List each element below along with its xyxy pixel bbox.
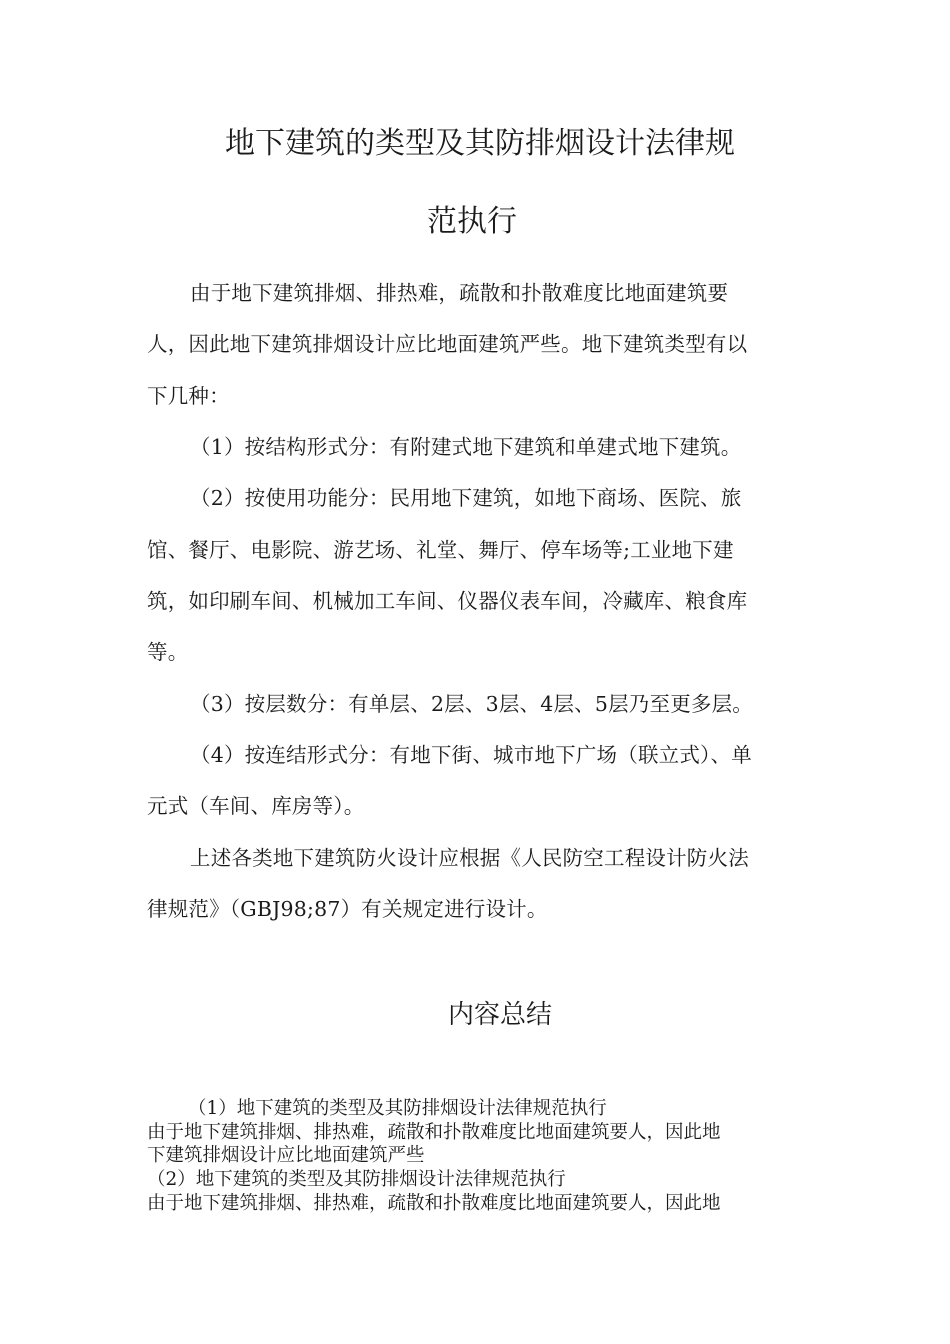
document-title-line-1: 地下建筑的类型及其防排烟设计法律规	[225, 126, 735, 161]
body-line: 由于地下建筑排烟、排热难，疏散和扑散难度比地面建筑要	[190, 281, 729, 305]
summary-line: （2）地下建筑的类型及其防排烟设计法律规范执行	[147, 1169, 566, 1190]
summary-line: （1）地下建筑的类型及其防排烟设计法律规范执行	[188, 1098, 607, 1119]
summary-line: 下建筑排烟设计应比地面建筑严些	[147, 1145, 425, 1166]
summary-heading: 内容总结	[448, 1000, 553, 1030]
summary-line: 由于地下建筑排烟、排热难，疏散和扑散难度比地面建筑要人，因此地	[147, 1193, 721, 1214]
body-line: 律规范》（GBJ98;87）有关规定进行设计。	[147, 897, 548, 921]
body-line: （2）按使用功能分：民用地下建筑，如地下商场、医院、旅	[190, 486, 742, 510]
body-line: 馆、餐厅、电影院、游艺场、礼堂、舞厅、停车场等;工业地下建	[147, 538, 734, 562]
summary-line: 由于地下建筑排烟、排热难，疏散和扑散难度比地面建筑要人，因此地	[147, 1122, 721, 1143]
body-line: 筑，如印刷车间、机械加工车间、仪器仪表车间，冷藏库、粮食库	[147, 589, 748, 613]
body-line: 等。	[147, 640, 189, 664]
body-line: 上述各类地下建筑防火设计应根据《人民防空工程设计防火法	[190, 846, 749, 870]
body-line: （4）按连结形式分：有地下街、城市地下广场（联立式）、单	[190, 743, 752, 767]
body-line: 元式（车间、库房等）。	[147, 794, 365, 818]
body-line: （3）按层数分：有单层、2层、3层、4层、5层乃至更多层。	[190, 692, 754, 716]
body-line: （1）按结构形式分：有附建式地下建筑和单建式地下建筑。	[190, 435, 742, 459]
body-line: 人，因此地下建筑排烟设计应比地面建筑严些。地下建筑类型有以	[147, 332, 748, 356]
document-title-line-2: 范执行	[427, 204, 517, 239]
body-line: 下几种：	[147, 384, 230, 408]
